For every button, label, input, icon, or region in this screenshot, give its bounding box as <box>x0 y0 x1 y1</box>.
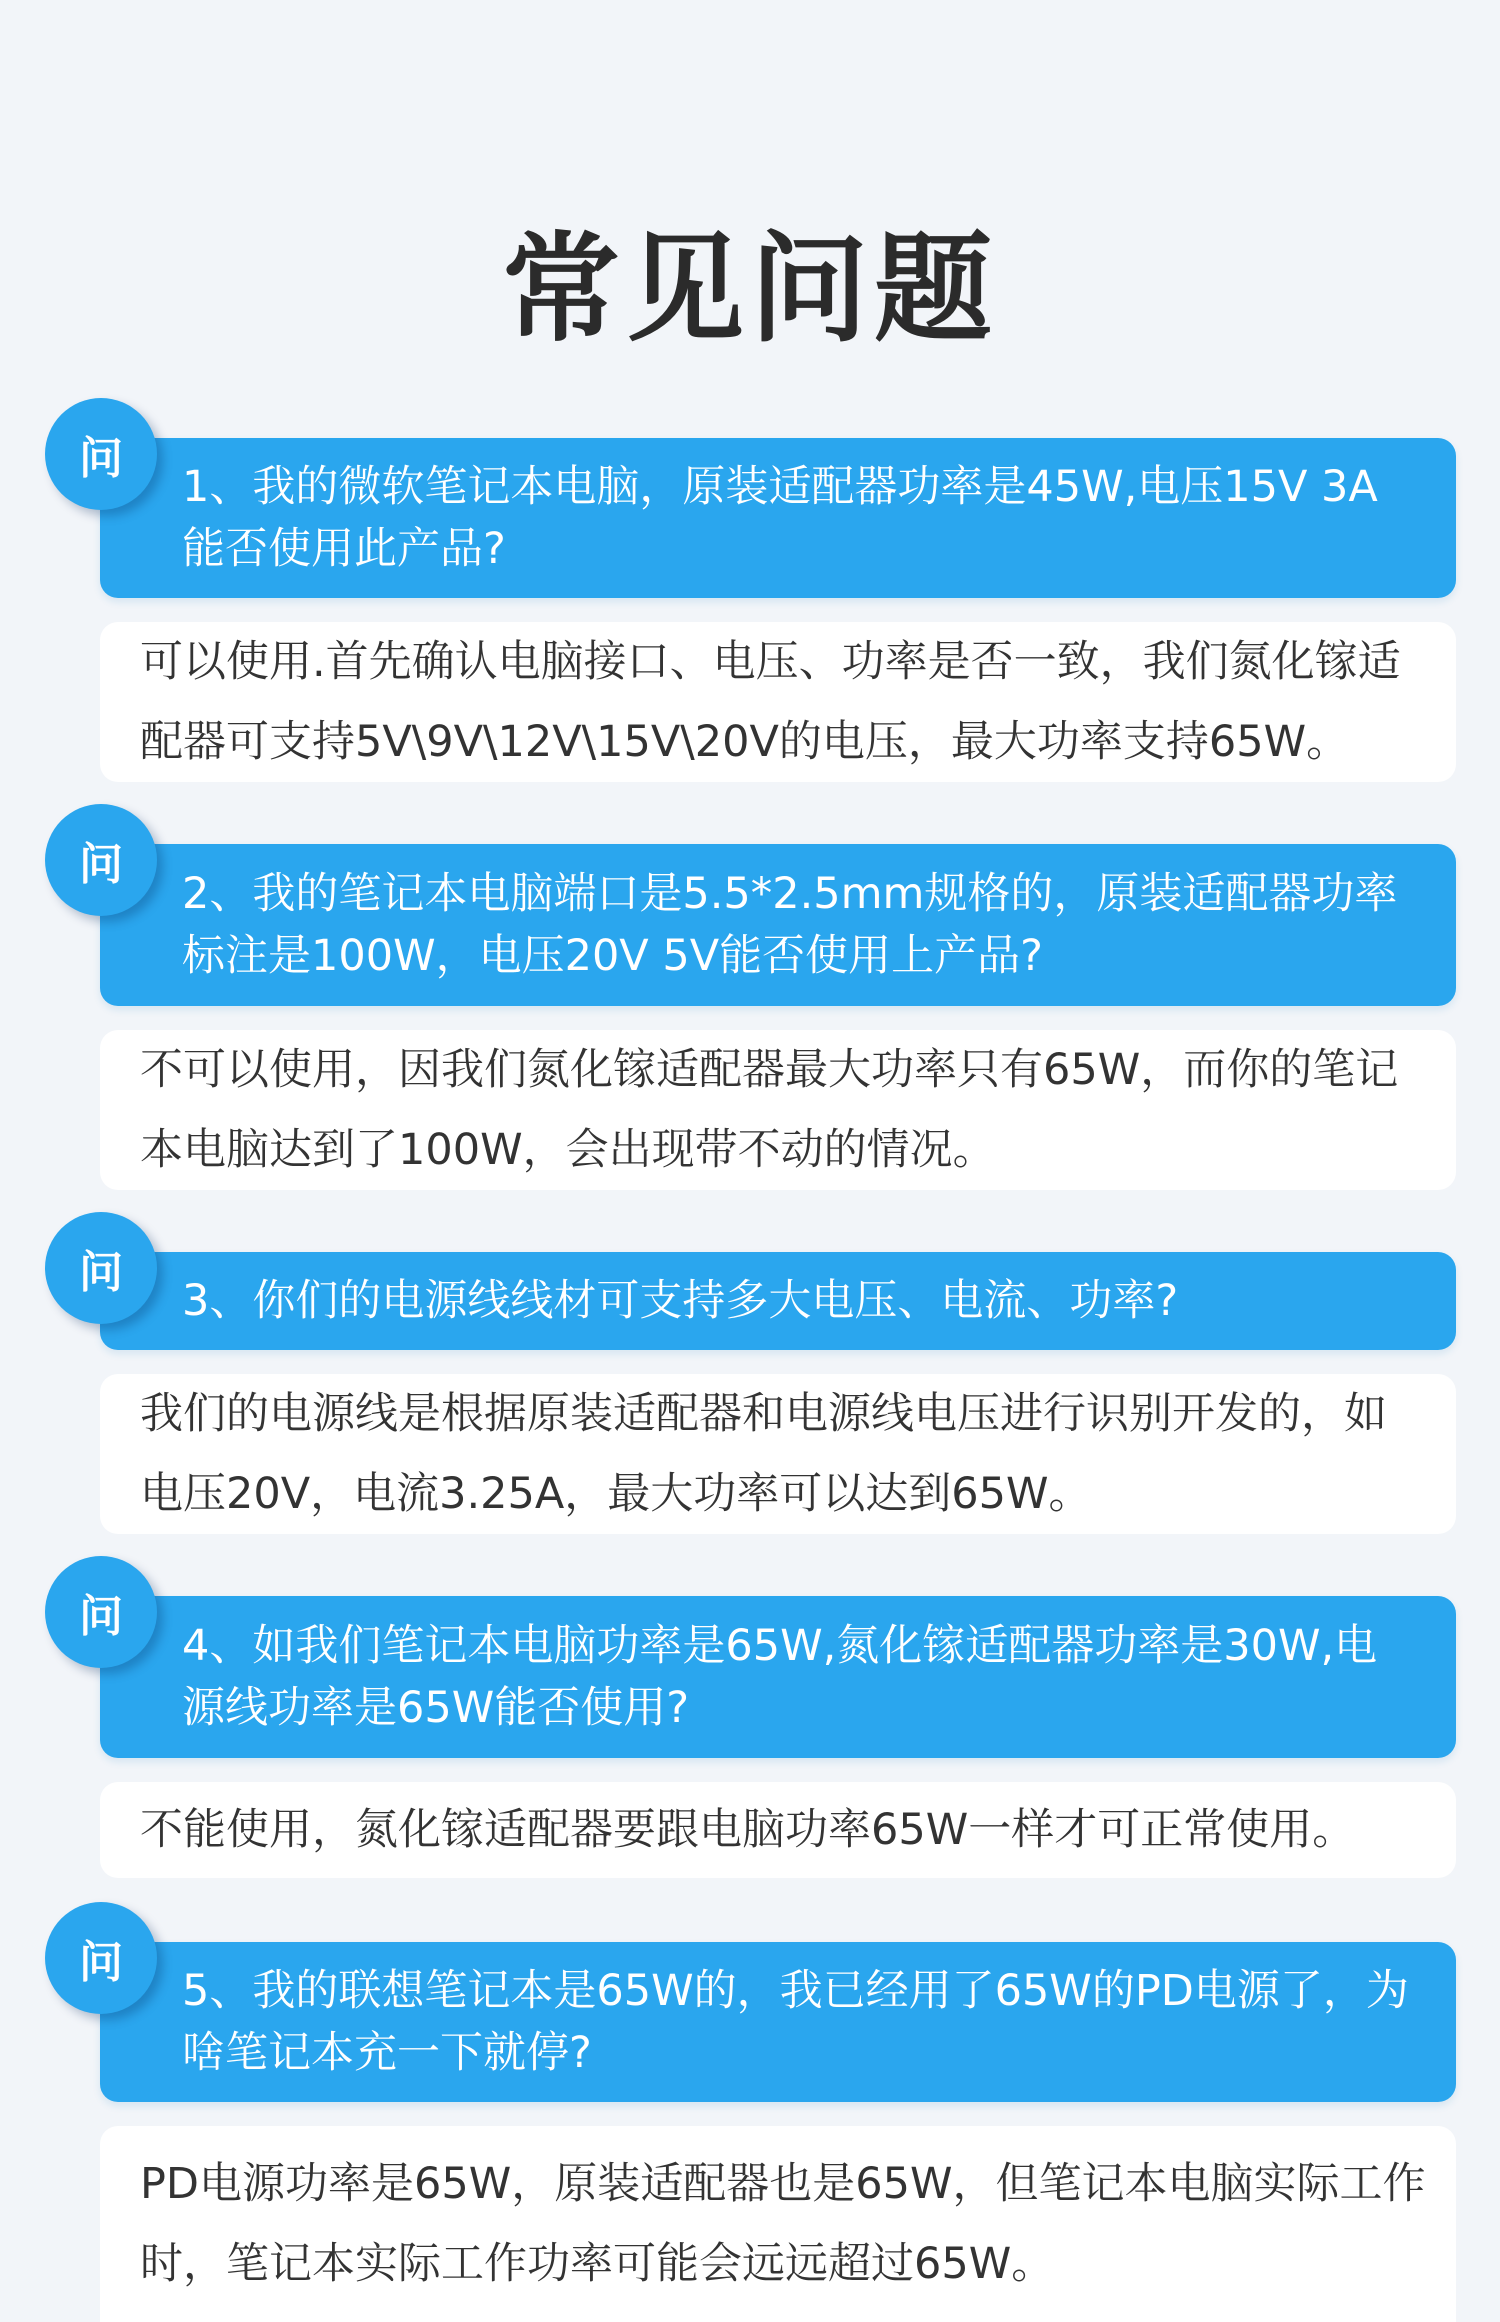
question-badge-icon: 问 <box>45 804 157 916</box>
faq-question-3: 3、你们的电源线线材可支持多大电压、电流、功率? <box>100 1252 1456 1350</box>
faq-answer-2: 不可以使用，因我们氮化镓适配器最大功率只有65W，而你的笔记本电脑达到了100W，会出现带不动的情况。 <box>100 1030 1456 1190</box>
question-badge-icon: 问 <box>45 398 157 510</box>
faq-question-4: 4、如我们笔记本电脑功率是65W,氮化镓适配器功率是30W,电源线功率是65W能否使用? <box>100 1596 1456 1758</box>
question-badge-icon: 问 <box>45 1556 157 1668</box>
page-title: 常见问题 <box>501 220 998 359</box>
faq-answer-3: 我们的电源线是根据原装适配器和电源线电压进行识别开发的，如电压20V，电流3.25A，最大功率可以达到65W。 <box>100 1374 1456 1534</box>
faq-answer-4: 不能使用，氮化镓适配器要跟电脑功率65W一样才可正常使用。 <box>100 1782 1456 1878</box>
question-badge-icon: 问 <box>45 1212 157 1324</box>
question-badge-icon: 问 <box>45 1902 157 2014</box>
faq-question-5: 5、我的联想笔记本是65W的，我已经用了65W的PD电源了，为啥笔记本充一下就停? <box>100 1942 1456 2102</box>
faq-answer-1: 可以使用.首先确认电脑接口、电压、功率是否一致，我们氮化镓适配器可支持5V\9V\12V\15V\20V的电压，最大功率支持65W。 <box>100 622 1456 782</box>
faq-question-1: 1、我的微软笔记本电脑，原装适配器功率是45W,电压15V 3A能否使用此产品? <box>100 438 1456 598</box>
faq-answer-5: PD电源功率是65W，原装适配器也是65W，但笔记本电脑实际工作时，笔记本实际工作功率可能会远远超过65W。 <box>100 2126 1456 2322</box>
faq-question-2: 2、我的笔记本电脑端口是5.5*2.5mm规格的，原装适配器功率标注是100W，电压20V 5V能否使用上产品? <box>100 844 1456 1006</box>
